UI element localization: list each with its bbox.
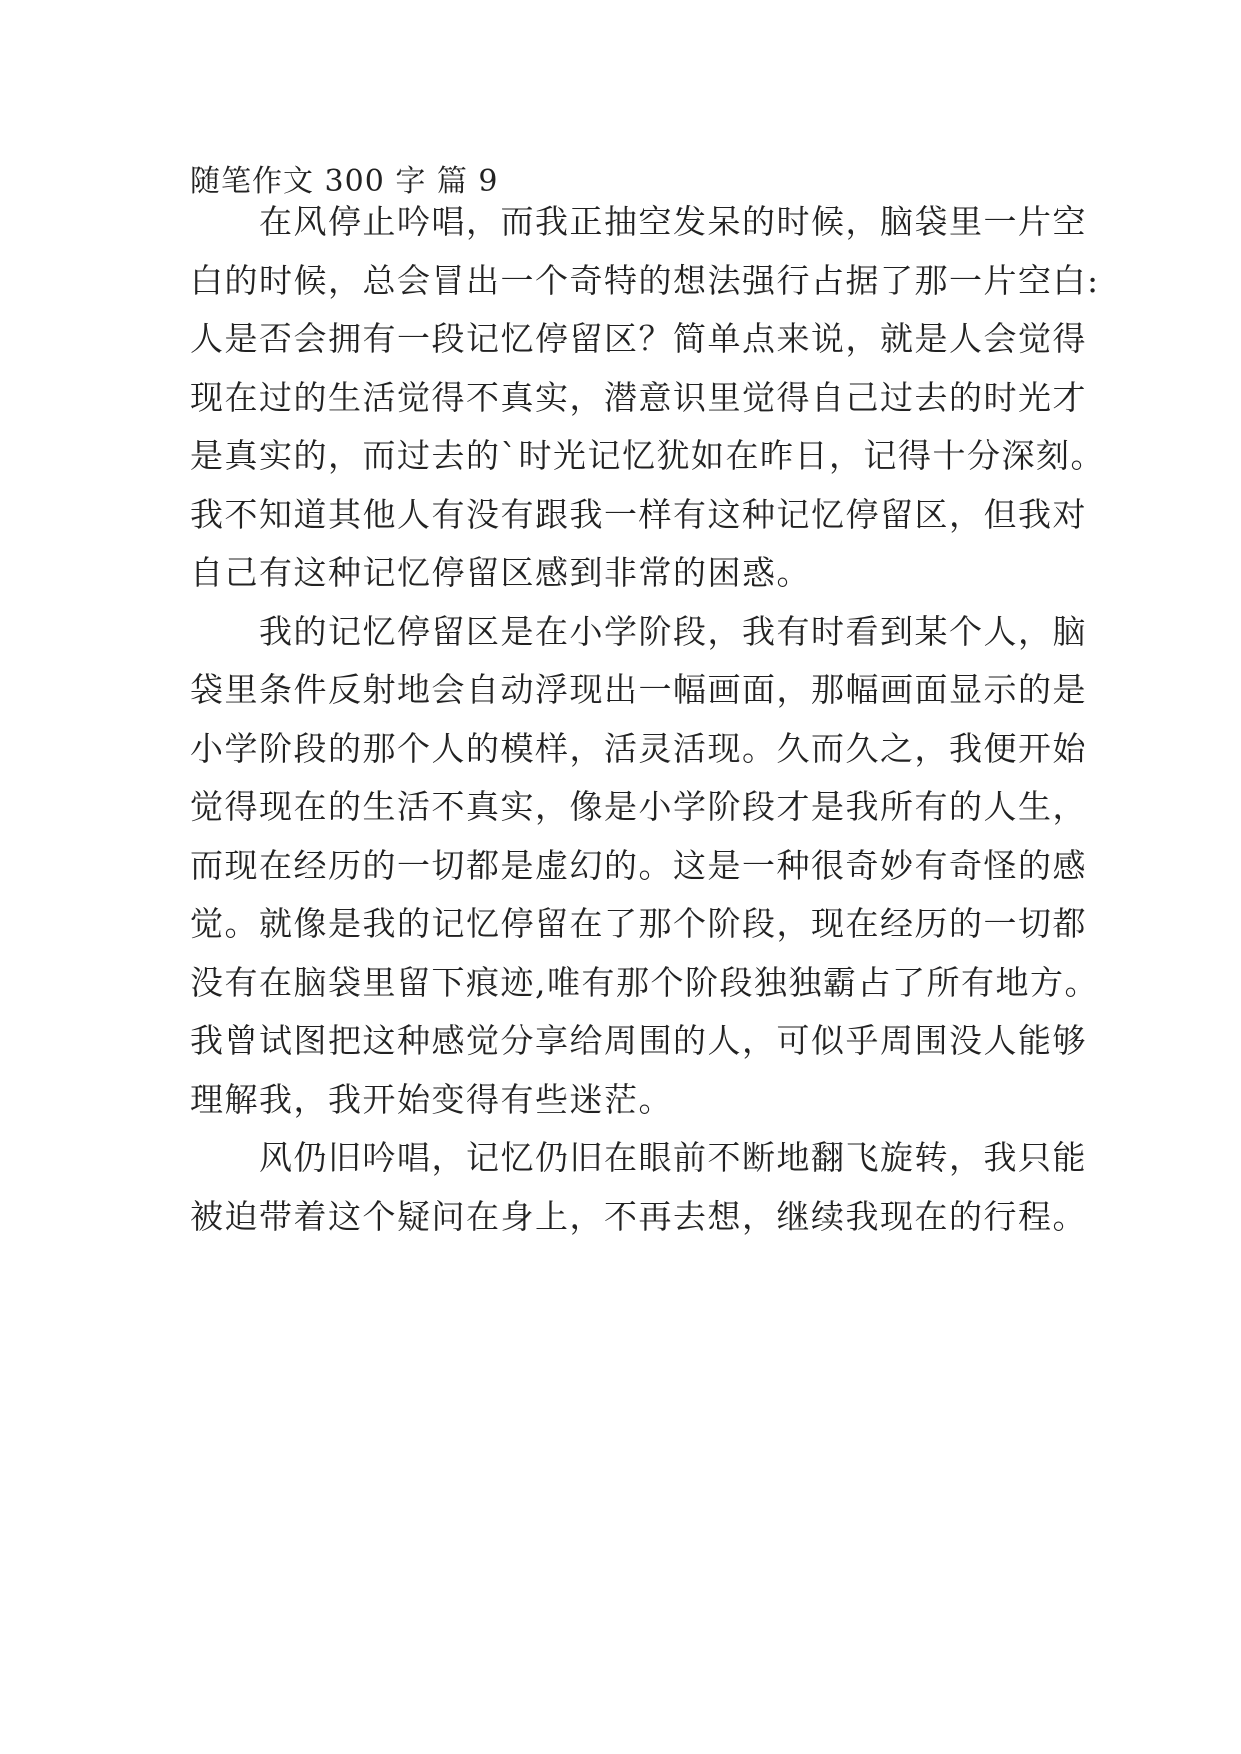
- text-line: 白的时候，总会冒出一个奇特的想法强行占据了那一片空白:: [190, 261, 1100, 300]
- text-line: 在风停止吟唱，而我正抽空发呆的时候，脑袋里一片空: [190, 202, 1087, 241]
- text-line: 觉。就像是我的记忆停留在了那个阶段，现在经历的一切都: [190, 904, 1087, 943]
- text-line: 是真实的，而过去的`时光记忆犹如在昨日，记得十分深刻。: [190, 436, 1105, 475]
- text-line: 人是否会拥有一段记忆停留区？简单点来说，就是人会觉得: [190, 319, 1087, 358]
- document-title: 随笔作文 300 字 篇 9: [190, 164, 499, 199]
- text-line: 而现在经历的一切都是虚幻的。这是一种很奇妙有奇怪的感: [190, 846, 1087, 885]
- text-line: 被迫带着这个疑问在身上，不再去想，继续我现在的行程。: [190, 1197, 1087, 1236]
- text-line: 现在过的生活觉得不真实，潜意识里觉得自己过去的时光才: [190, 378, 1087, 417]
- text-line: 风仍旧吟唱，记忆仍旧在眼前不断地翻飞旋转，我只能: [190, 1138, 1087, 1177]
- text-line: 理解我，我开始变得有些迷茫。: [190, 1080, 673, 1119]
- text-line: 自己有这种记忆停留区感到非常的困惑。: [190, 553, 811, 592]
- text-line: 小学阶段的那个人的模样，活灵活现。久而久之，我便开始: [190, 729, 1087, 768]
- text-line: 没有在脑袋里留下痕迹,唯有那个阶段独独霸占了所有地方。: [190, 963, 1099, 1002]
- text-line: 我曾试图把这种感觉分享给周围的人，可似乎周围没人能够: [190, 1021, 1087, 1060]
- text-line: 袋里条件反射地会自动浮现出一幅画面，那幅画面显示的是: [190, 670, 1087, 709]
- text-line: 觉得现在的生活不真实，像是小学阶段才是我所有的人生，: [190, 787, 1087, 826]
- text-line: 我不知道其他人有没有跟我一样有这种记忆停留区，但我对: [190, 495, 1087, 534]
- text-line: 我的记忆停留区是在小学阶段，我有时看到某个人，脑: [190, 612, 1087, 651]
